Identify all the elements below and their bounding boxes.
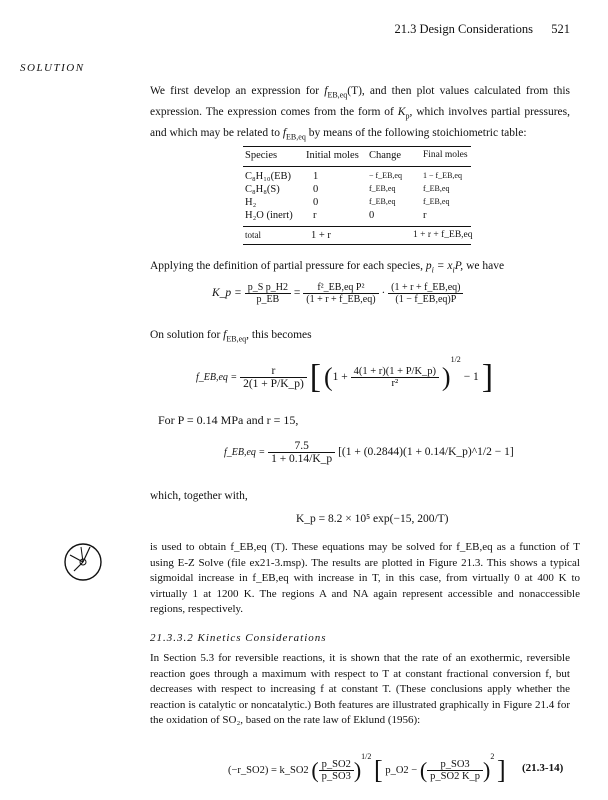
fraction-denominator: (1 + r + f_EB,eq) (306, 294, 376, 305)
cell-final: f_EB,eq (423, 184, 450, 193)
fraction-denominator: 1 + 0.14/K_p (271, 453, 333, 465)
intro-paragraph: We first develop an expression for $f_{EB,eq}(T)$, and then plot values calculated from this expression. The expression comes from the form of $K_p$, which involves partial pressures, and which may be related to $f_{EB,eq}$ by means of the following stoichiometric table: (150, 85, 571, 141)
fraction-denominator: p_SO3 (321, 771, 351, 783)
fraction-numerator: p_S p_H2 (245, 282, 291, 294)
cell-final: f_EB,eq (423, 197, 450, 206)
rate-lhs: (−r_SO2) = k_SO2 (228, 765, 309, 776)
equals-sign: = (293, 287, 301, 300)
software-disc-icon (62, 541, 104, 583)
header-section: 21.3 Design Considerations (394, 22, 533, 36)
cell-total-initial: 1 + r (311, 230, 331, 241)
col-header-change: Change (369, 150, 402, 161)
kp-temperature-equation: K_p = 8.2 × 10⁵ exp(−15, 200/T) (296, 513, 449, 525)
cell-species: H₂ (245, 197, 257, 208)
para3-b: , this becomes (246, 329, 312, 341)
fraction-numerator: r (240, 365, 307, 378)
num-lhs: f_EB,eq = (224, 447, 266, 459)
fraction (319, 759, 354, 782)
sol-lhs: f_EB,eq = (196, 372, 238, 383)
fraction (245, 282, 291, 305)
cell-species: C₈H₁₀(EB) (245, 171, 291, 182)
fraction-numerator: p_SO2 (319, 759, 354, 771)
table-row (243, 171, 471, 183)
cell-final: r (423, 210, 427, 221)
sym-kp: K (397, 105, 406, 118)
cell-total-label: total (245, 230, 261, 240)
rate-law-equation: (−r_SO2) = k_SO2 ( $\frac{p\_SO2}{p\_SO3}$ )$^{1/2}$ [ p_O2 − ( $\frac{p\_SO3}{p\_SO2 K\_p}$ )$^2$ ] (228, 752, 506, 785)
stoichiometric-table (243, 146, 471, 246)
para2-a: Applying the definition of partial pressure for each species, (150, 260, 426, 272)
cell-change: − f_EB,eq (369, 171, 402, 180)
fraction-numerator: 7.5 (268, 440, 335, 453)
parameter-line: For P = 0.14 MPa and r = 15, (158, 413, 299, 427)
rate-exponent: 1/2 (361, 752, 372, 761)
para2-b: we have (463, 260, 505, 272)
fraction (427, 759, 483, 782)
results-paragraph: is used to obtain f_EB,eq (T). These equations may be solved for f_EB,eq as a function of T using E-Z Solve (file ex21-3.msp). The results are plotted in Figure 21.3. This shows a typical sigmoidal increase in f_EB,eq with increase in T, in this case, from virtually 0 at 400 K to virtually 1 at 1200 K. The regions A and NA again represent accessible and nonaccessible regions, respectively. (150, 541, 580, 615)
table-row (243, 197, 471, 209)
para3-a: On solution for (150, 329, 224, 341)
fraction-numerator: 4(1 + r)(1 + P/K_p) (351, 366, 439, 378)
fraction (351, 366, 439, 389)
cell-initial: 0 (313, 197, 319, 208)
cell-initial: 1 (313, 171, 319, 182)
col-header-final: Final moles (423, 150, 468, 160)
cell-initial: r (313, 210, 317, 221)
solution-label: SOLUTION (20, 62, 85, 74)
table-row (243, 184, 471, 196)
cell-change: f_EB,eq (369, 197, 396, 206)
sol-exponent: 1/2 (450, 355, 461, 364)
cell-total-final: 1 + r + f_EB,eq (413, 230, 473, 240)
fraction-numerator: f²_EB,eq P² (303, 282, 378, 294)
para1-b: (T), and then plot values calculated from this expression. The expression comes from the form of (150, 85, 571, 118)
partial-pressure-paragraph: Applying the definition of partial pressure for each species, $p_i = x_iP$, we have (150, 260, 505, 275)
sym-f-sub: EB,eq (327, 90, 348, 100)
solution-paragraph: On solution for $f_{EB,eq}$, this becomes (150, 329, 312, 344)
cell-change: 0 (369, 210, 375, 221)
fraction-denominator: r² (391, 377, 399, 389)
table-header-row (243, 150, 471, 162)
cell-initial: 0 (313, 184, 319, 195)
sym-f: f (324, 85, 328, 97)
fraction-denominator: (1 − f_EB,eq)P (395, 294, 457, 305)
kinetics-paragraph: In Section 5.3 for reversible reactions, it is shown that the rate of an exothermic, reversible reaction goes through a maximum with respect to T at constant fractional conversion f, but decreases with respect to increasing f at constant T. (These conclusions apply whether the reaction is catalytic or noncatalytic.) Both features are illustrated graphically in Figure 21.4 for the oxidation of SO₂, based on the rate law of Eklund (1956): (150, 652, 570, 726)
cell-change: f_EB,eq (369, 184, 396, 193)
fraction (388, 282, 463, 305)
sol-tail: − 1 (463, 371, 479, 383)
fraction-numerator: p_SO3 (427, 759, 483, 771)
equation-number: (21.3-14) (522, 762, 564, 774)
numeric-equation (224, 440, 514, 465)
rate-mid: p_O2 − (385, 765, 418, 776)
cell-species: C₈H₈(S) (245, 184, 280, 195)
table-total-row (243, 230, 471, 242)
subsection-heading: 21.3.3.2 Kinetics Considerations (150, 632, 327, 644)
fraction (303, 282, 378, 305)
fraction-denominator: p_EB (256, 294, 280, 305)
sym-kp-sub: p (405, 111, 410, 121)
col-header-initial: Initial moles (306, 150, 359, 161)
cell-species: H₂O (inert) (245, 210, 293, 221)
num-rhs: [(1 + (0.2844)(1 + 0.14/K_p)^1/2 − 1] (338, 446, 514, 459)
fraction-denominator: p_SO2 K_p (430, 771, 481, 783)
fraction (268, 440, 335, 465)
page-number: 521 (551, 22, 570, 36)
cell-final: 1 − f_EB,eq (423, 171, 462, 180)
running-header (394, 22, 570, 37)
kp-lhs: K_p = (212, 287, 242, 300)
para1-d: by means of the following stoichiometric table: (305, 126, 527, 139)
rate-exponent-2: 2 (490, 752, 495, 761)
fraction-numerator: (1 + r + f_EB,eq) (388, 282, 463, 294)
equilibrium-constant-equation (212, 282, 463, 305)
para1-c: , which involves partial pressures, and which may be related to (150, 105, 570, 139)
times-sign: · (381, 287, 386, 300)
table-row (243, 210, 471, 222)
solution-equation: f_EB,eq = $\frac{r}{2(1 + P/K\_p)}$ [ (1 + $\frac{4(1 + r)(1 + P/K\_p)}{\text{r²}}$ )$^{1/2}$ − 1 ] (196, 355, 494, 396)
fraction-denominator: 2(1 + P/K_p) (243, 377, 304, 390)
col-header-species: Species (245, 150, 278, 161)
fraction (240, 365, 307, 390)
para1-a: We first develop an expression for (150, 85, 325, 97)
together-with-line: which, together with, (150, 490, 248, 502)
